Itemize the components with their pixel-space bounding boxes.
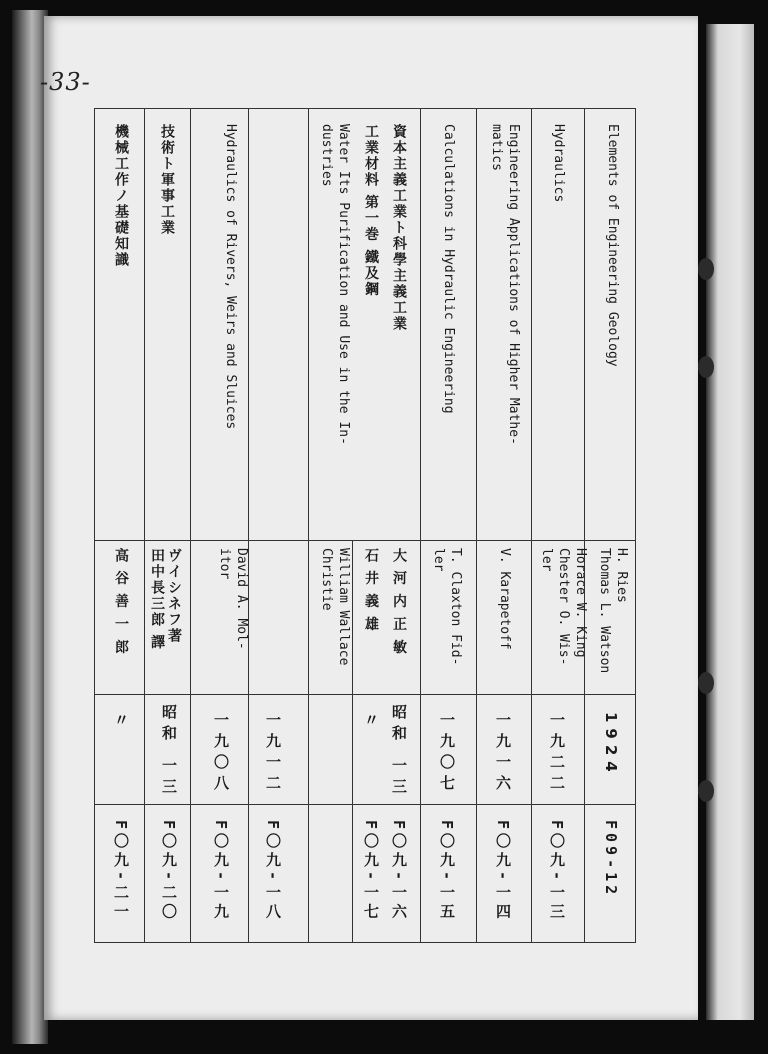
- row-divider-7: [248, 108, 249, 942]
- entry-title: Hydraulics: [551, 124, 566, 203]
- binding-ring-1: [698, 258, 714, 280]
- entry-year: 昭和 一三: [160, 704, 178, 800]
- entry-year: 昭和 一三: [390, 704, 408, 800]
- book-spine: [12, 10, 48, 1044]
- row-divider-3: [476, 108, 477, 942]
- author-column-divider: [94, 540, 636, 541]
- entry-author: 大 河 内 正 敏: [391, 548, 407, 656]
- row-divider-1: [584, 108, 585, 942]
- entry-title: Calculations in Hydraulic Engineering: [441, 124, 456, 414]
- entry-author: V. Karapetoff: [497, 548, 512, 650]
- entry-year: 1924: [602, 712, 620, 778]
- code-column-divider: [94, 804, 636, 805]
- entry-title: Water Its Purification and Use in the In- dustries: [319, 124, 351, 445]
- row-divider-4: [420, 108, 421, 942]
- entry-year: 一九二二: [548, 712, 566, 796]
- entry-title: 機械工作ノ基礎知識: [113, 124, 129, 268]
- entry-author: David A. Mol- itor: [217, 548, 249, 650]
- page-edge-strip: [706, 24, 754, 1020]
- table-right-border: [635, 108, 636, 942]
- entry-code: F〇九-一六: [390, 820, 408, 923]
- entry-code: F〇九-一四: [494, 820, 512, 923]
- table-left-border: [94, 108, 95, 942]
- entry-code: F〇九-一五: [438, 820, 456, 923]
- entry-code: F〇九-一九: [212, 820, 230, 923]
- entry-title: Engineering Applications of Higher Mathe- matics: [489, 124, 521, 445]
- entry-title: Hydraulics of Rivers, Weirs and Sluices: [223, 124, 238, 430]
- row-divider-5: [352, 540, 353, 942]
- entry-code: F〇九-一三: [548, 820, 566, 923]
- entry-year: 一九〇八: [212, 712, 230, 796]
- row-divider-6: [308, 108, 309, 942]
- entry-title: 工業材料 第一巻 鐵及鋼: [363, 124, 379, 298]
- entry-code: F〇九-二〇: [160, 820, 178, 923]
- entry-year: 〃: [362, 712, 380, 733]
- entry-code: F〇九-二一: [112, 820, 130, 923]
- entry-author: William Wallace Christie: [319, 548, 351, 666]
- entry-code: F〇九-一七: [362, 820, 380, 923]
- binding-ring-4: [698, 780, 714, 802]
- row-divider-2: [531, 108, 532, 942]
- table-top-border: [94, 108, 636, 109]
- entry-author: Horace W. King Chester O. Wis- ler: [539, 548, 588, 666]
- entry-year: 一九一二: [264, 712, 282, 796]
- entry-year: 一九一六: [494, 712, 512, 796]
- page-number: -33-: [40, 68, 91, 96]
- entry-title: 資本主義工業ト科學主義工業: [391, 124, 407, 332]
- row-divider-9: [144, 108, 145, 942]
- year-column-divider: [94, 694, 636, 695]
- entry-title: 技術ト軍事工業: [159, 124, 175, 236]
- entry-author: 石 井 義 雄: [363, 548, 379, 633]
- entry-author: T. Claxton Fid- ler: [431, 548, 463, 666]
- binding-ring-3: [698, 672, 714, 694]
- entry-author: 高 谷 善 一 郎: [113, 548, 129, 656]
- entry-code: F〇九-一八: [264, 820, 282, 923]
- entry-code: F09-12: [602, 820, 620, 899]
- binding-ring-2: [698, 356, 714, 378]
- entry-year: 〃: [112, 712, 130, 733]
- entry-author: ヴイシネフ著 田中長三郎 譯: [149, 548, 182, 651]
- entry-author: H. Ries Thomas L. Watson: [597, 548, 629, 674]
- row-divider-8: [190, 108, 191, 942]
- table-bottom-border: [94, 942, 636, 943]
- entry-year: 一九〇七: [438, 712, 456, 796]
- entry-title: Elements of Engineering Geology: [605, 124, 620, 367]
